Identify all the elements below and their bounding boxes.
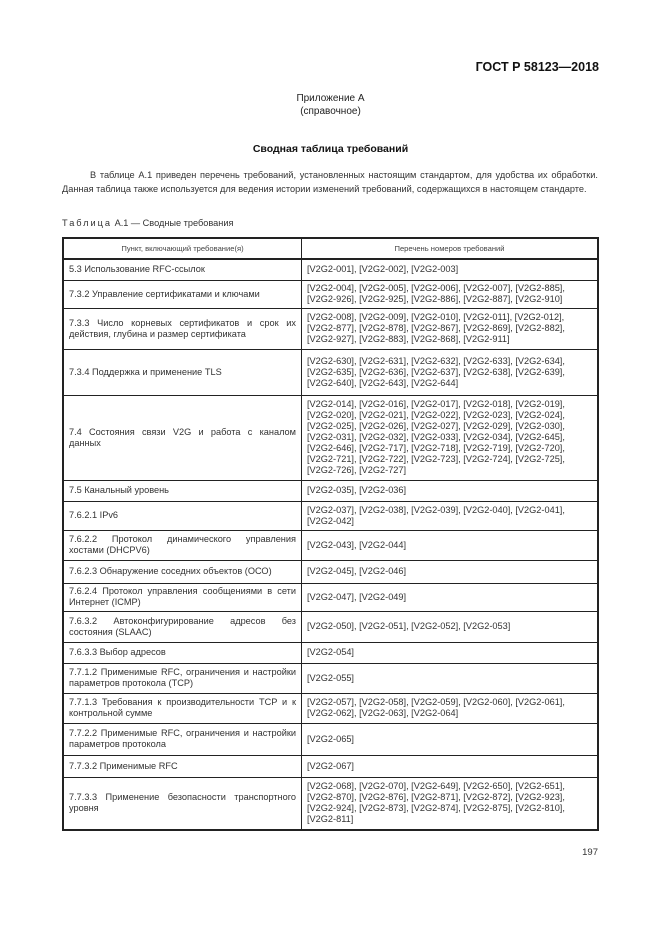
- header-clause: Пункт, включающий требование(я): [63, 238, 302, 259]
- intro-paragraph: [62, 169, 598, 196]
- table-caption-text: А.1 — Сводные требования: [112, 218, 234, 228]
- requirements-cell: [V2G2-004], [V2G2-005], [V2G2-006], [V2G2-007], [V2G2-885], [V2G2-926], [V2G2-925], [V2G2-886], [V2G2-887], [V2G2-910]: [302, 280, 599, 308]
- table-row: [63, 480, 598, 501]
- clause-cell: 7.6.2.3 Обнаружение соседних объектов (ОСО): [63, 560, 302, 583]
- requirements-cell: [V2G2-054]: [302, 642, 599, 663]
- clause-cell: 7.6.2.4 Протокол управления сообщениями в сети Интернет (ICMP): [63, 583, 302, 611]
- table-row: [63, 530, 598, 560]
- header-requirements: Перечень номеров требований: [302, 238, 599, 259]
- table-row: [63, 755, 598, 777]
- table-row: [63, 308, 598, 349]
- clause-cell: 7.7.1.2 Применимые RFC, ограничения и настройки параметров протокола (TCP): [63, 663, 302, 693]
- requirements-cell: [V2G2-068], [V2G2-070], [V2G2-649], [V2G2-650], [V2G2-651], [V2G2-870], [V2G2-876], [V2G2-871], [V2G2-872], [V2G2-923], [V2G2-924], [V2G2-873], [V2G2-874], [V2G2-875], [V2G2-810], [V2G2-811]: [302, 777, 599, 830]
- clause-cell: 7.6.3.3 Выбор адресов: [63, 642, 302, 663]
- requirements-cell: [V2G2-008], [V2G2-009], [V2G2-010], [V2G2-011], [V2G2-012], [V2G2-877], [V2G2-878], [V2G2-867], [V2G2-869], [V2G2-882], [V2G2-927], [V2G2-883], [V2G2-868], [V2G2-911]: [302, 308, 599, 349]
- clause-cell: 7.7.3.3 Применение безопасности транспортного уровня: [63, 777, 302, 830]
- table-row: [63, 611, 598, 642]
- clause-cell: 7.3.4 Поддержка и применение TLS: [63, 349, 302, 395]
- requirements-cell: [V2G2-035], [V2G2-036]: [302, 480, 599, 501]
- table-row: [63, 583, 598, 611]
- appendix-title: Приложение А: [296, 93, 365, 104]
- clause-cell: 7.6.3.2 Автоконфигурирование адресов без состояния (SLAAC): [63, 611, 302, 642]
- table-row: [63, 280, 598, 308]
- document-code: ГОСТ Р 58123—2018: [475, 60, 599, 74]
- section-title: Сводная таблица требований: [252, 143, 409, 155]
- clause-cell: 7.6.2.2 Протокол динамического управления хостами (DHCPV6): [63, 530, 302, 560]
- clause-cell: 7.7.2.2 Применимые RFC, ограничения и настройки параметров протокола: [63, 723, 302, 755]
- table-row: [63, 349, 598, 395]
- requirements-cell: [V2G2-050], [V2G2-051], [V2G2-052], [V2G2-053]: [302, 611, 599, 642]
- table-row: [63, 259, 598, 280]
- table-row: [63, 560, 598, 583]
- table-caption-label: Таблица: [62, 218, 113, 228]
- requirements-cell: [V2G2-014], [V2G2-016], [V2G2-017], [V2G2-018], [V2G2-019], [V2G2-020], [V2G2-021], [V2G2-022], [V2G2-023], [V2G2-024], [V2G2-025], [V2G2-026], [V2G2-027], [V2G2-029], [V2G2-030], [V2G2-031], [V2G2-032], [V2G2-033], [V2G2-034], [V2G2-645], [V2G2-646], [V2G2-717], [V2G2-718], [V2G2-719], [V2G2-720], [V2G2-721], [V2G2-722], [V2G2-723], [V2G2-724], [V2G2-725], [V2G2-726], [V2G2-727]: [302, 395, 599, 480]
- clause-cell: 7.3.3 Число корневых сертификатов и срок их действия, глубина и размер сертификата: [63, 308, 302, 349]
- table-row: [63, 395, 598, 480]
- appendix-subtitle: (справочное): [300, 106, 361, 117]
- table-body: [63, 259, 598, 830]
- requirements-cell: [V2G2-047], [V2G2-049]: [302, 583, 599, 611]
- requirements-cell: [V2G2-630], [V2G2-631], [V2G2-632], [V2G2-633], [V2G2-634], [V2G2-635], [V2G2-636], [V2G2-637], [V2G2-638], [V2G2-639], [V2G2-640], [V2G2-643], [V2G2-644]: [302, 349, 599, 395]
- page-number: 197: [582, 847, 598, 858]
- clause-cell: 7.4 Состояния связи V2G и работа с каналом данных: [63, 395, 302, 480]
- clause-cell: 7.3.2 Управление сертификатами и ключами: [63, 280, 302, 308]
- requirements-cell: [V2G2-067]: [302, 755, 599, 777]
- intro-text: В таблице А.1 приведен перечень требований, установленных настоящим стандартом, для удобства их обработки. Данная таблица также используется для ведения истории изменений требований, содержащихся в настоящем стандарте.: [62, 170, 598, 194]
- table-header-row: [63, 238, 598, 259]
- requirements-cell: [V2G2-065]: [302, 723, 599, 755]
- appendix-heading: [0, 92, 661, 118]
- table-row: [63, 693, 598, 723]
- table-row: [63, 642, 598, 663]
- table-row: [63, 777, 598, 830]
- clause-cell: 7.5 Канальный уровень: [63, 480, 302, 501]
- requirements-cell: [V2G2-055]: [302, 663, 599, 693]
- table-caption: [62, 218, 233, 228]
- clause-cell: 7.6.2.1 IPv6: [63, 501, 302, 530]
- requirements-cell: [V2G2-037], [V2G2-038], [V2G2-039], [V2G2-040], [V2G2-041], [V2G2-042]: [302, 501, 599, 530]
- requirements-cell: [V2G2-043], [V2G2-044]: [302, 530, 599, 560]
- requirements-cell: [V2G2-057], [V2G2-058], [V2G2-059], [V2G2-060], [V2G2-061], [V2G2-062], [V2G2-063], [V2G2-064]: [302, 693, 599, 723]
- requirements-cell: [V2G2-045], [V2G2-046]: [302, 560, 599, 583]
- requirements-cell: [V2G2-001], [V2G2-002], [V2G2-003]: [302, 259, 599, 280]
- table-row: [63, 663, 598, 693]
- clause-cell: 5.3 Использование RFC-ссылок: [63, 259, 302, 280]
- table-row: [63, 723, 598, 755]
- requirements-table: [62, 237, 599, 831]
- clause-cell: 7.7.1.3 Требования к производительности TCP и к контрольной сумме: [63, 693, 302, 723]
- clause-cell: 7.7.3.2 Применимые RFC: [63, 755, 302, 777]
- table-row: [63, 501, 598, 530]
